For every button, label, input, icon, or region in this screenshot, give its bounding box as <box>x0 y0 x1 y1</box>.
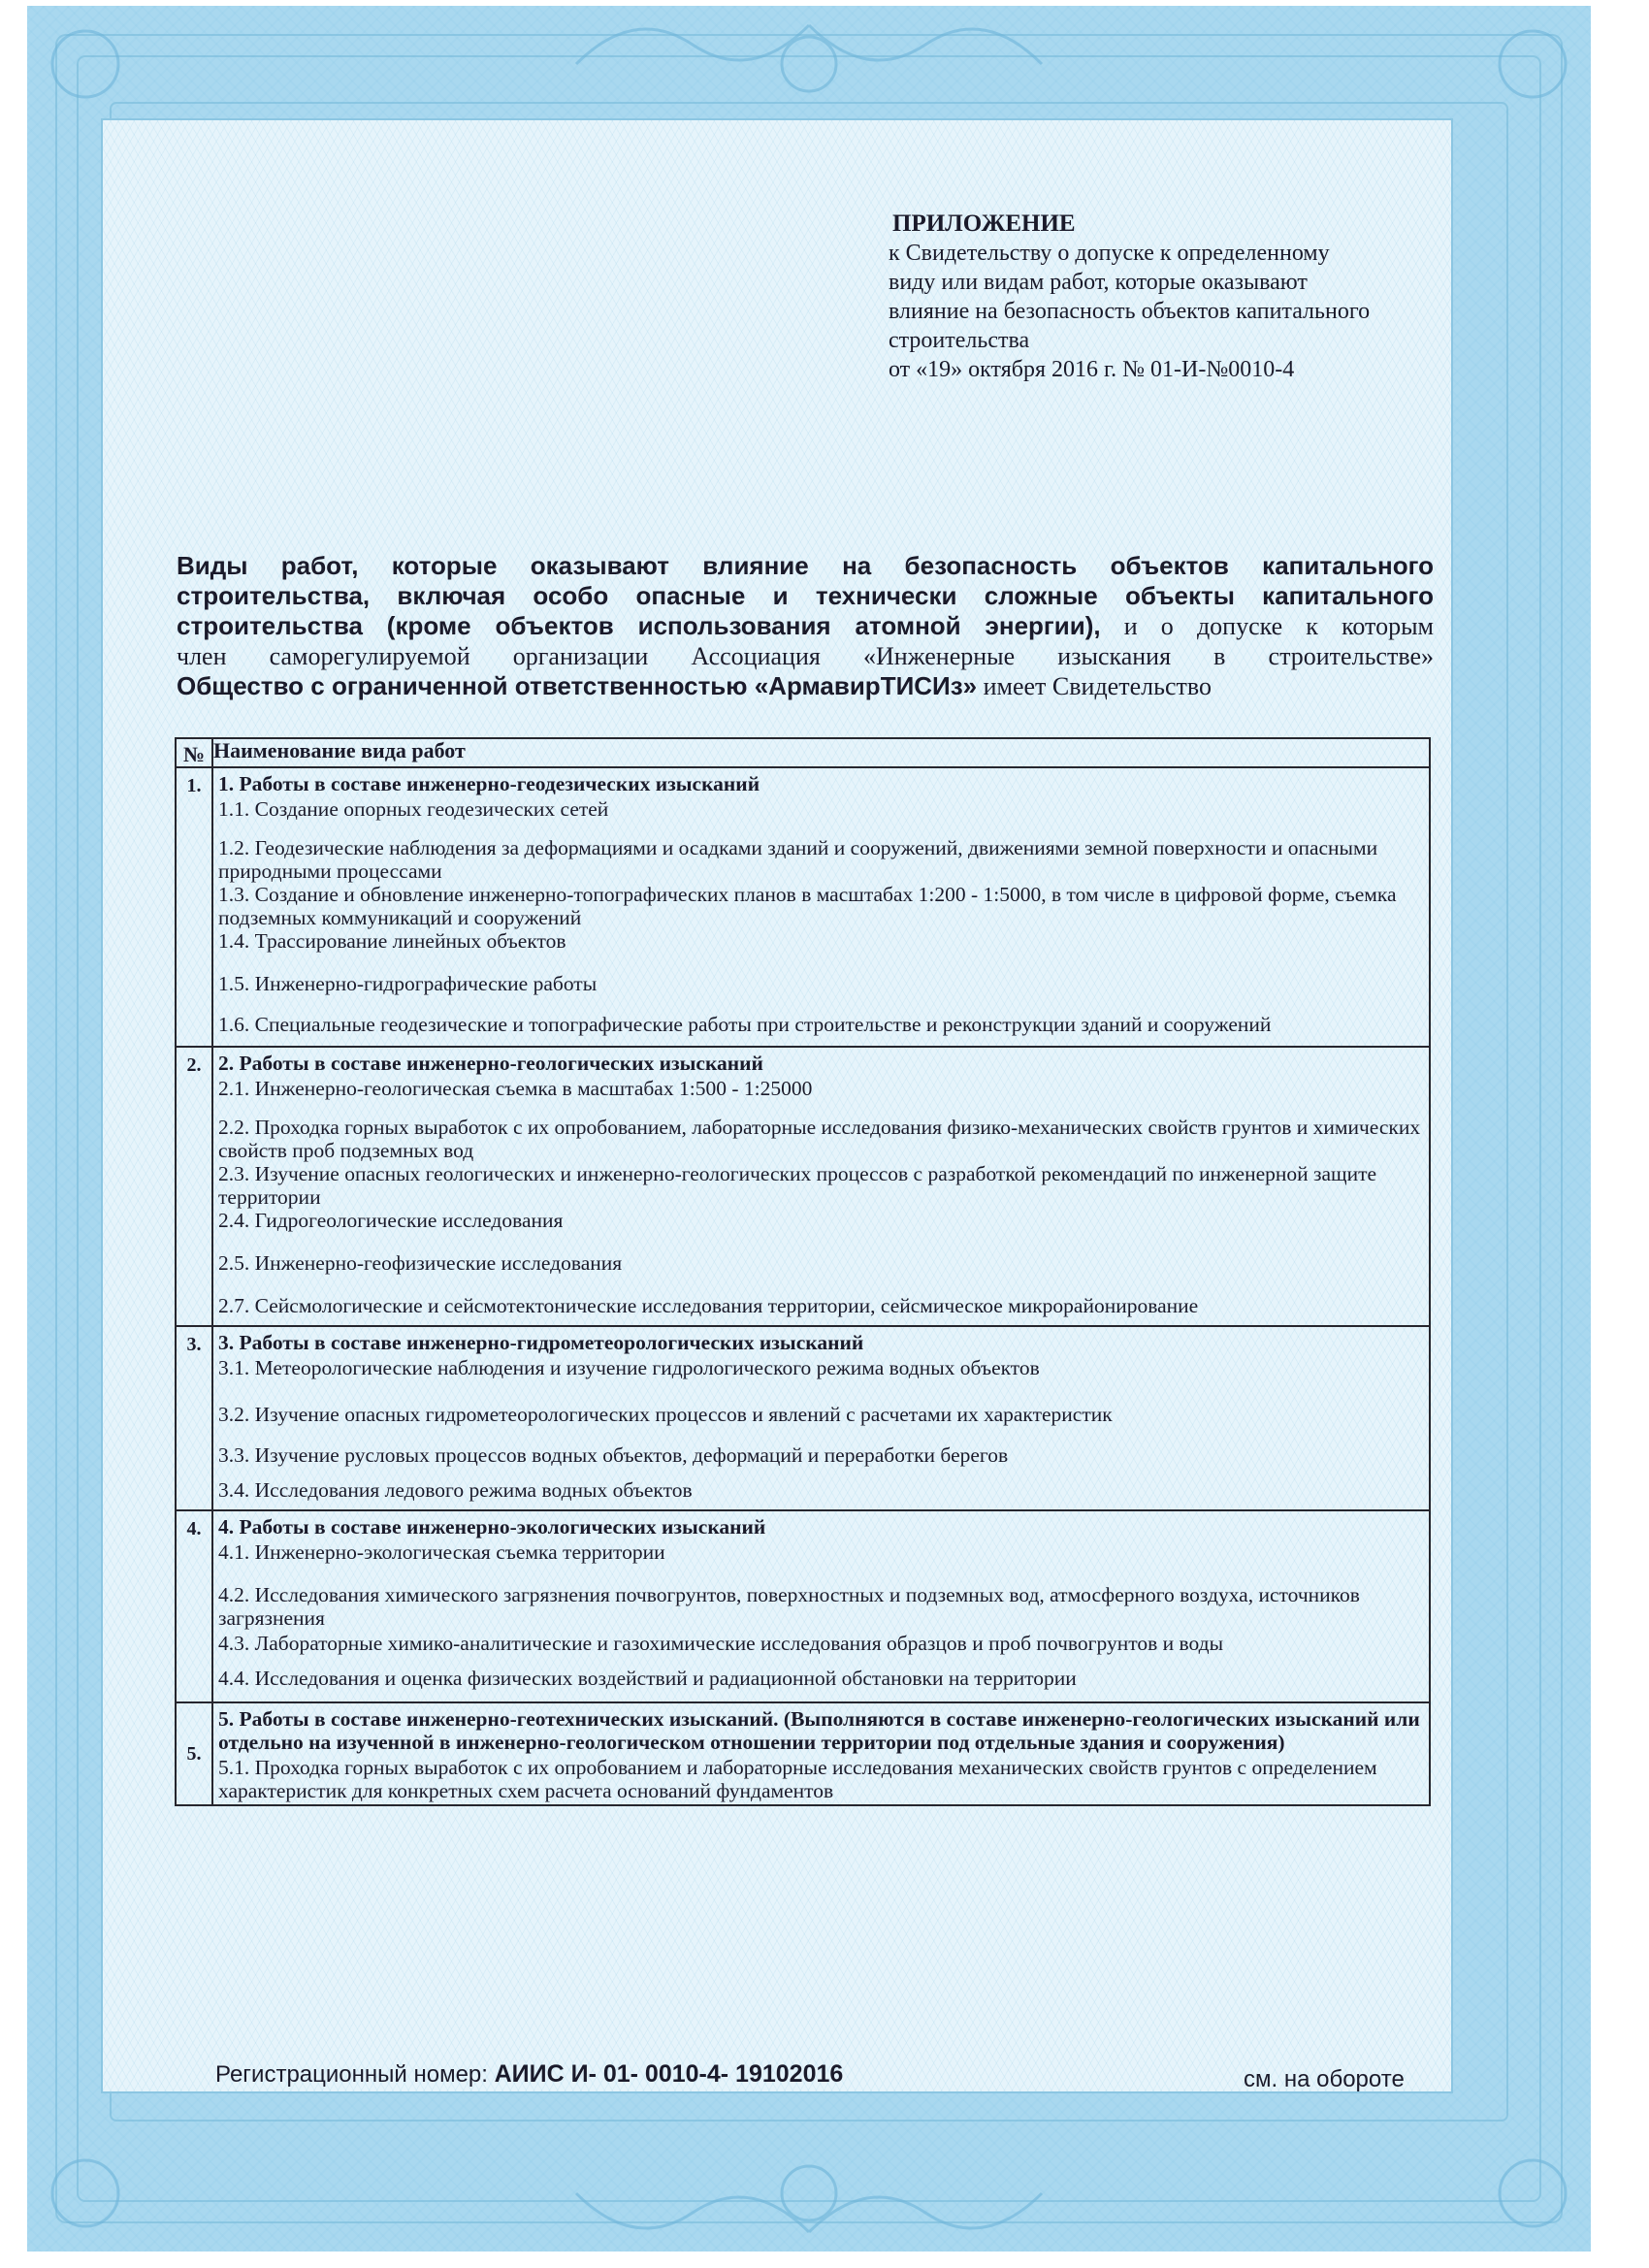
appendix-title: ПРИЛОЖЕНИЕ <box>892 211 1076 237</box>
group-cell <box>212 767 1430 1047</box>
intro-bold-text: Общество с ограниченной ответственностью «АрмавирТИСИз» <box>177 671 978 700</box>
group-number: 3. <box>176 1326 212 1510</box>
work-item: 4.2. Исследования химического загрязнения почвогрунтов, поверхностных и подземных вод, атмосферного воздуха, источников загрязнения <box>218 1583 1360 1630</box>
table-group-row <box>176 767 1430 1047</box>
registration-number <box>215 2060 843 2089</box>
work-item: 2.5. Инженерно-геофизические исследования <box>218 1251 623 1275</box>
table-header-row <box>176 738 1430 767</box>
group-cell <box>212 1702 1430 1805</box>
table-group-row <box>176 1326 1430 1510</box>
registration-value: АИИС И- 01- 0010-4- 19102016 <box>494 2060 844 2088</box>
intro-text: и о допуске к которым <box>1100 612 1434 640</box>
intro-paragraph <box>177 551 1434 701</box>
group-number: 2. <box>176 1047 212 1326</box>
group-cell <box>212 1326 1430 1510</box>
work-item: 4.1. Инженерно-экологическая съемка территории <box>218 1540 665 1564</box>
work-item: 1.2. Геодезические наблюдения за деформациями и осадками зданий и сооружений, движениями земной поверхности и опасными природными процессами <box>218 836 1378 883</box>
intro-line <box>177 671 1434 701</box>
work-item: 2.4. Гидрогеологические исследования <box>218 1209 564 1232</box>
appendix-line: от «19» октября 2016 г. № 01-И-№0010-4 <box>889 357 1295 382</box>
work-item: 2.1. Инженерно-геологическая съемка в масштабах 1:500 - 1:25000 <box>218 1077 813 1100</box>
group-title: 2. Работы в составе инженерно-геологических изысканий <box>218 1052 763 1075</box>
registration-label: Регистрационный номер: <box>215 2061 495 2088</box>
work-item: 1.6. Специальные геодезические и топографические работы при строительстве и реконструкции зданий и сооружений <box>218 1013 1272 1036</box>
appendix-line: влияние на безопасность объектов капитального <box>889 299 1371 324</box>
table-group-row <box>176 1510 1430 1702</box>
work-item: 5.1. Проходка горных выработок с их опробованием и лабораторные исследования механических свойств грунтов с определением характеристик для конкретных схем расчета оснований фундаментов <box>218 1756 1377 1802</box>
header-num: № <box>176 738 212 767</box>
work-item: 2.2. Проходка горных выработок с их опробованием, лабораторные исследования физико-механических свойств грунтов и химических свойств проб подземных вод <box>218 1116 1421 1162</box>
intro-bold-text: строительства (кроме объектов использования атомной энергии), <box>177 611 1101 640</box>
intro-line <box>177 611 1434 641</box>
work-item: 2.7. Сейсмологические и сейсмотектонические исследования территории, сейсмическое микрорайонирование <box>218 1294 1199 1317</box>
work-item: 1.4. Трассирование линейных объектов <box>218 929 566 953</box>
work-item: 2.3. Изучение опасных геологических и инженерно-геологических процессов с разработкой рекомендаций по инженерной защите территории <box>218 1162 1377 1209</box>
group-title: 1. Работы в составе инженерно-геодезических изысканий <box>218 772 760 795</box>
appendix-line: строительства <box>889 328 1030 353</box>
group-number: 4. <box>176 1510 212 1702</box>
works-table <box>175 737 1431 1806</box>
work-item: 3.4. Исследования ледового режима водных объектов <box>218 1478 693 1502</box>
work-item: 1.3. Создание и обновление инженерно-топографических планов в масштабах 1:200 - 1:5000, в том числе в цифровой форме, съемка подземных коммуникаций и сооружений <box>218 883 1397 929</box>
table-group-row <box>176 1047 1430 1326</box>
group-title: 3. Работы в составе инженерно-гидрометеорологических изысканий <box>218 1331 864 1354</box>
intro-text: имеет Свидетельство <box>977 672 1212 700</box>
appendix-line: виду или видам работ, которые оказывают <box>889 270 1308 295</box>
work-item: 4.3. Лабораторные химико-аналитические и газохимические исследования образцов и проб почвогрунтов и воды <box>218 1632 1224 1655</box>
see-overleaf-note: см. на обороте <box>1244 2066 1405 2092</box>
intro-line: член саморегулируемой организации Ассоциация «Инженерные изыскания в строительстве» <box>177 642 1434 670</box>
work-item: 3.3. Изучение русловых процессов водных объектов, деформаций и переработки берегов <box>218 1443 1009 1467</box>
group-title: 5. Работы в составе инженерно-геотехнических изысканий. (Выполняются в составе инженерно-геологических изысканий или отдельно на изученной в инженерно-геологическом отношении территории под отдельные здания и сооружения) <box>218 1707 1420 1754</box>
group-number: 1. <box>176 767 212 1047</box>
appendix-heading-block <box>889 210 1471 384</box>
group-cell <box>212 1510 1430 1702</box>
intro-line: Виды работ, которые оказывают влияние на безопасность объектов капитального <box>177 551 1434 580</box>
intro-line: строительства, включая особо опасные и технически сложные объекты капитального <box>177 581 1434 610</box>
header-name: Наименование вида работ <box>212 738 1430 767</box>
work-item: 3.2. Изучение опасных гидрометеорологических процессов и явлений с расчетами их характеристик <box>218 1403 1113 1426</box>
group-title: 4. Работы в составе инженерно-экологических изысканий <box>218 1515 766 1539</box>
work-item: 3.1. Метеорологические наблюдения и изучение гидрологического режима водных объектов <box>218 1356 1040 1379</box>
group-number: 5. <box>176 1702 212 1805</box>
appendix-line: к Свидетельству о допуске к определенному <box>889 241 1330 266</box>
group-cell <box>212 1047 1430 1326</box>
work-item: 1.5. Инженерно-гидрографические работы <box>218 972 598 995</box>
work-item: 1.1. Создание опорных геодезических сетей <box>218 797 609 821</box>
table-group-row <box>176 1702 1430 1805</box>
work-item: 4.4. Исследования и оценка физических воздействий и радиационной обстановки на территории <box>218 1667 1077 1690</box>
